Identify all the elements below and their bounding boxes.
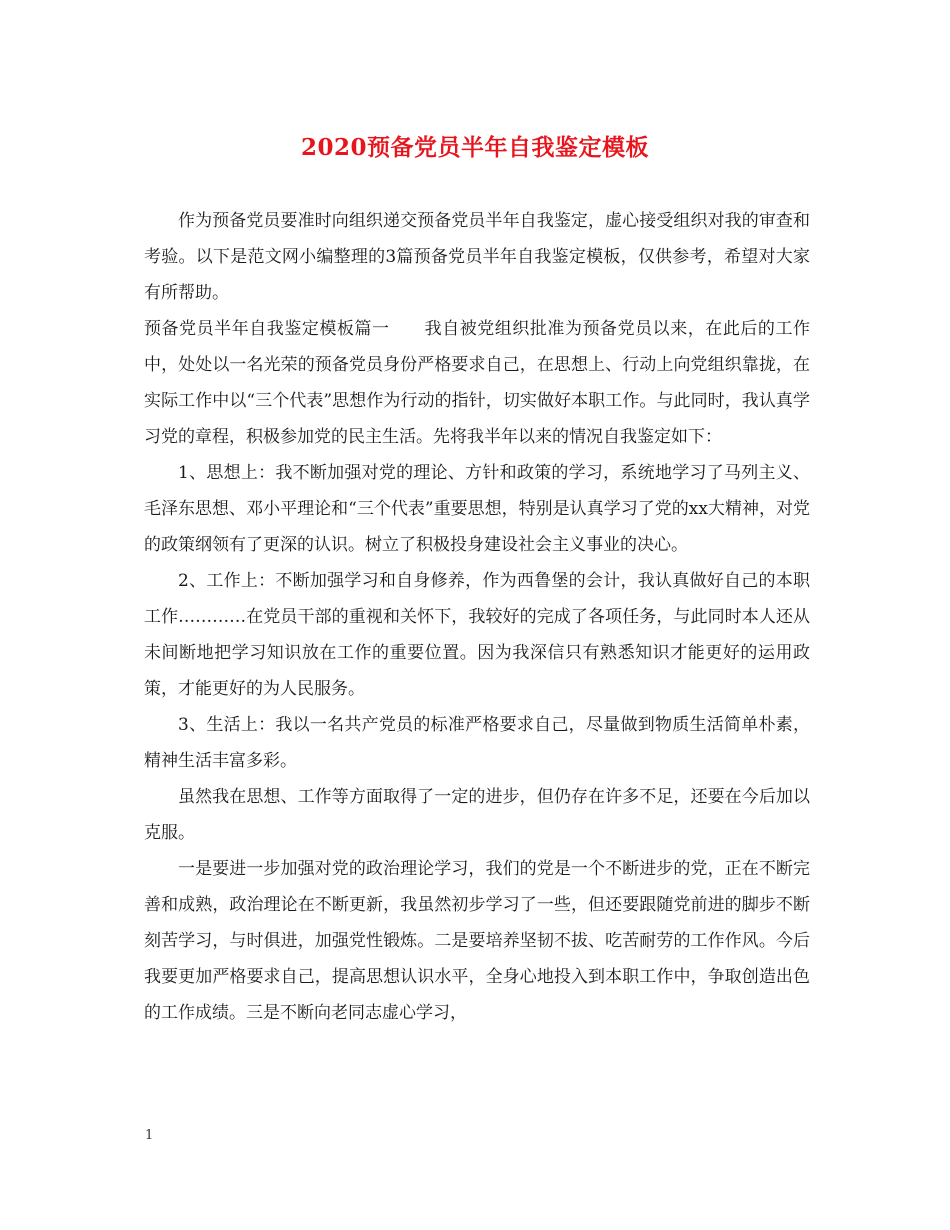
paragraph-work: 2、工作上：不断加强学习和自身修养，作为西鲁堡的会计，我认真做好自己的本职工作…………在党员干部的重视和关怀下，我较好的完成了各项任务，与此同时本人还从未间断地把学习知识放在工作的重要位置。因为我深信只有熟悉知识才能更好的运用政策，才能更好的为人民服务。: [144, 571, 810, 699]
paragraph-thought: 1、思想上：我不断加强对党的理论、方针和政策的学习，系统地学习了马列主义、毛泽东思想、邓小平理论和“三个代表”重要思想，特别是认真学习了党的xx大精神，对党的政策纲领有了更深的认识。树立了积极投身建设社会主义事业的决心。: [144, 463, 810, 555]
document-body: [144, 203, 810, 1031]
paragraph-life: 3、生活上：我以一名共产党员的标准严格要求自己，尽量做到物质生活简单朴素，精神生活丰富多彩。: [144, 715, 810, 771]
paragraph-shortcomings: 虽然我在思想、工作等方面取得了一定的进步，但仍存在许多不足，还要在今后加以克服。: [144, 787, 810, 843]
page-number: 1: [145, 1128, 154, 1143]
paragraph-template-one: 预备党员半年自我鉴定模板篇一 我自被党组织批准为预备党员以来，在此后的工作中，处处以一名光荣的预备党员身份严格要求自己，在思想上、行动上向党组织靠拢，在实际工作中以“三个代表”思想作为行动的指针，切实做好本职工作。与此同时，我认真学习党的章程，积极参加党的民主生活。先将我半年以来的情况自我鉴定如下：: [144, 319, 810, 447]
paragraph-improvements: 一是要进一步加强对党的政治理论学习，我们的党是一个不断进步的党，正在不断完善和成熟，政治理论在不断更新，我虽然初步学习了一些，但还要跟随党前进的脚步不断刻苦学习，与时俱进，加强党性锻炼。二是要培养坚韧不拔、吃苦耐劳的工作作风。今后我要更加严格要求自己，提高思想认识水平，全身心地投入到本职工作中，争取创造出色的工作成绩。三是不断向老同志虚心学习，: [144, 859, 810, 1023]
paragraph-intro: 作为预备党员要准时向组织递交预备党员半年自我鉴定，虚心接受组织对我的审查和考验。以下是范文网小编整理的3篇预备党员半年自我鉴定模板，仅供参考，希望对大家有所帮助。: [144, 211, 810, 303]
document-title: 2020预备党员半年自我鉴定模板: [300, 134, 649, 161]
